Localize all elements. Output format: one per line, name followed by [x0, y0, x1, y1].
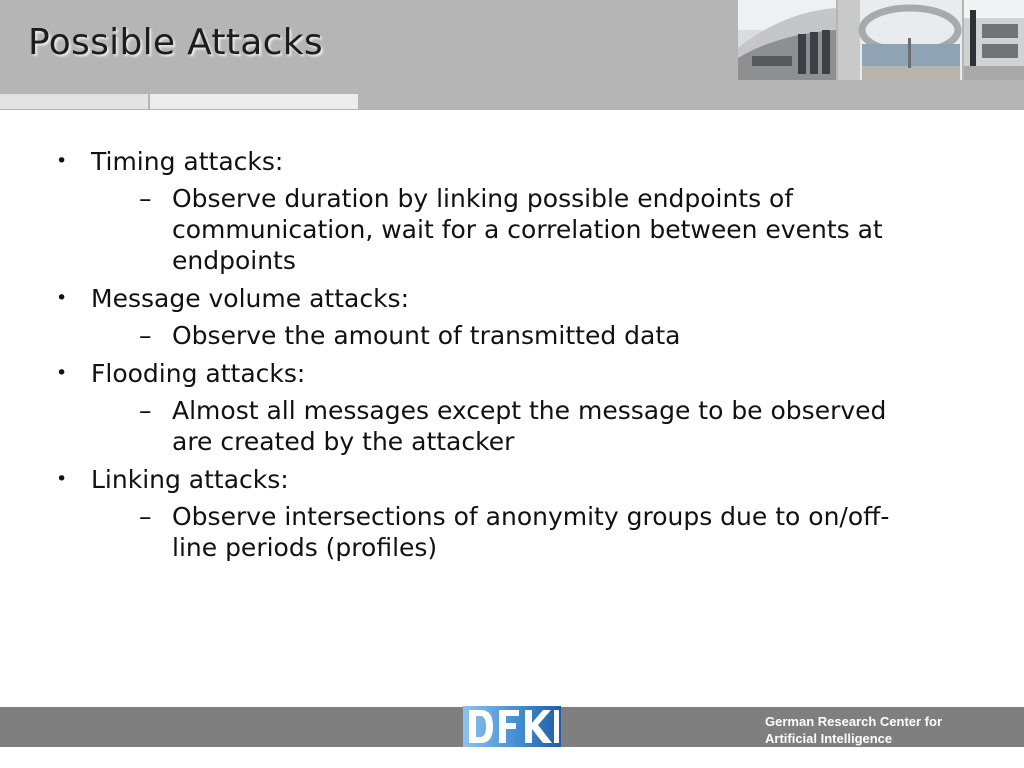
bullet-marker: • — [56, 150, 68, 172]
page-title: Possible Attacks — [28, 22, 323, 63]
bullet-marker: • — [56, 362, 68, 384]
sub-marker: – — [139, 184, 152, 213]
bullet-text: Flooding attacks: — [91, 359, 306, 388]
sub-marker: – — [139, 321, 152, 350]
bullet-item — [56, 283, 916, 351]
sub-item — [91, 501, 916, 563]
sub-list — [91, 320, 916, 351]
bullet-marker: • — [56, 468, 68, 490]
header-accent-left — [0, 94, 148, 109]
sub-marker: – — [139, 396, 152, 425]
sub-item — [91, 183, 916, 276]
sub-text: Observe intersections of anonymity groups due to on/off-line periods (profiles) — [172, 502, 890, 562]
bullet-text: Message volume attacks: — [91, 284, 409, 313]
sub-list — [91, 501, 916, 563]
sub-list — [91, 183, 916, 276]
bullet-item — [56, 464, 916, 563]
building-photo-1 — [738, 0, 836, 80]
sub-text: Observe duration by linking possible endpoints of communication, wait for a correlation between events at endpoints — [172, 184, 883, 275]
bullet-list — [56, 146, 916, 570]
bullet-marker: • — [56, 287, 68, 309]
sub-marker: – — [139, 502, 152, 531]
header-photos — [738, 0, 1024, 80]
sub-item — [91, 320, 916, 351]
header-accent-right — [150, 94, 358, 109]
building-photo-3 — [964, 0, 1024, 80]
bullet-text: Linking attacks: — [91, 465, 289, 494]
org-name-line-1: German Research Center for — [765, 714, 943, 729]
bullet-item — [56, 146, 916, 276]
org-name-line-2: Artificial Intelligence — [765, 731, 893, 746]
dfki-logo-icon — [463, 706, 561, 747]
bullet-text: Timing attacks: — [91, 147, 284, 176]
sub-list — [91, 395, 916, 457]
building-photo-2 — [838, 0, 962, 80]
org-name — [765, 713, 942, 747]
bullet-item — [56, 358, 916, 457]
sub-item — [91, 395, 916, 457]
sub-text: Observe the amount of transmitted data — [172, 321, 681, 350]
sub-text: Almost all messages except the message to be observed are created by the attacker — [172, 396, 887, 456]
